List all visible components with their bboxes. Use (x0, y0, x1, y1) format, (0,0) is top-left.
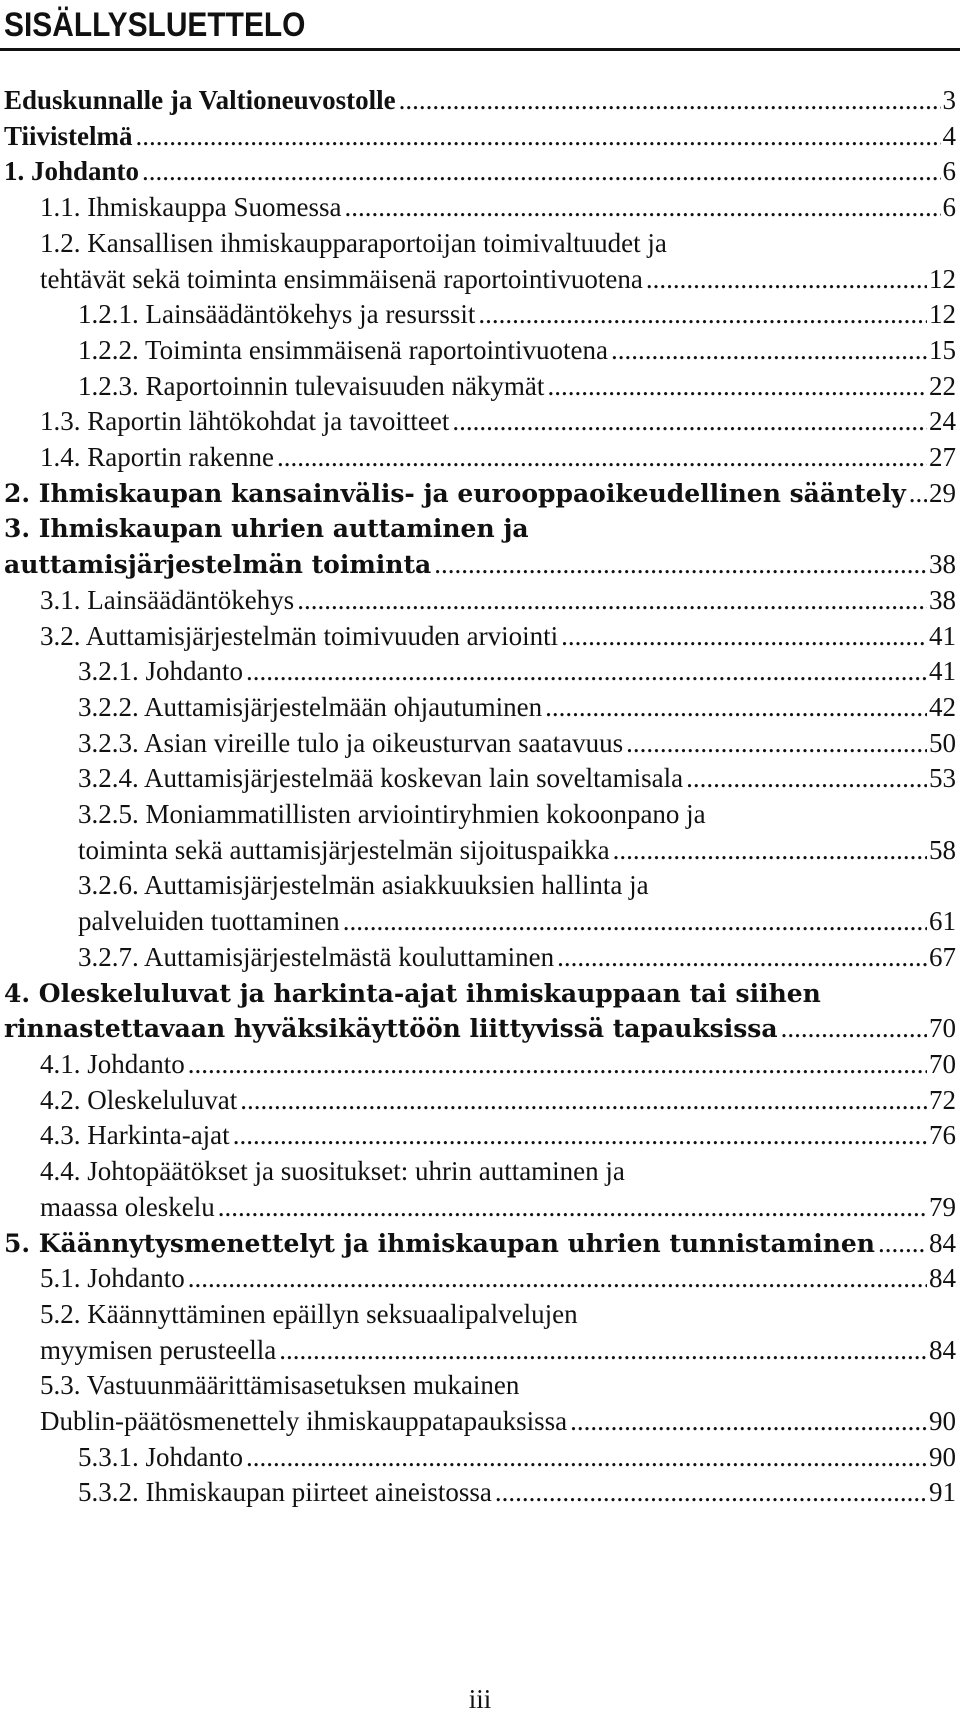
toc-entry-title: 2. Ihmiskaupan kansainvälis- ja eurooppaoikeudellinen sääntely (4, 478, 906, 508)
page-heading: SISÄLLYSLUETTELO (4, 6, 306, 44)
toc-entry-page-number: 42 (929, 691, 956, 722)
dot-leader (570, 1404, 927, 1440)
toc-entry[interactable] (0, 1440, 960, 1476)
toc-entry-page-number: 79 (929, 1191, 956, 1222)
toc-entry-title: 3.2.3. Asian vireille tulo ja oikeusturvan saatavuus (78, 727, 624, 758)
dot-leader (188, 1047, 927, 1083)
toc-entry-page-number: 24 (929, 406, 956, 437)
toc-entry[interactable] (0, 619, 960, 655)
toc-entry-page-number: 22 (929, 370, 956, 401)
dot-leader (188, 1261, 927, 1297)
toc-entry[interactable] (0, 83, 960, 119)
toc-entry-title: maassa oleskelu (40, 1191, 215, 1222)
dot-leader (246, 1440, 927, 1476)
toc-entry-title: 4.2. Oleskeluluvat (40, 1084, 238, 1115)
toc-entry-title: 3.2.7. Auttamisjärjestelmästä kouluttaminen (78, 941, 555, 972)
toc-entry-page-number: 58 (929, 834, 956, 865)
toc-entry[interactable] (0, 440, 960, 476)
toc-entry-page-number: 41 (929, 620, 956, 651)
toc-entry-title-line: 1.2. Kansallisen ihmiskaupparaportoijan toimivaltuudet ja (40, 227, 667, 258)
dot-leader (233, 1118, 927, 1154)
toc-entry-title-line: 3.2.5. Moniammatillisten arviointiryhmien kokoonpano ja (78, 799, 706, 830)
toc-entry[interactable] (0, 190, 960, 226)
toc-entry-title-line: 3. Ihmiskaupan uhrien auttaminen ja (4, 514, 529, 544)
dot-leader (781, 1011, 927, 1047)
dot-leader (452, 404, 927, 440)
toc-entry-page-number: 38 (929, 584, 956, 615)
toc-entry[interactable] (0, 154, 960, 190)
toc-entry[interactable] (0, 404, 960, 440)
toc-entry-title: 1.2.3. Raportoinnin tulevaisuuden näkymät (78, 370, 545, 401)
toc-entry-title: 3.2.2. Auttamisjärjestelmään ohjautuminen (78, 691, 543, 722)
toc-entry-title: 4.3. Harkinta-ajat (40, 1120, 230, 1151)
toc-entry-page-number: 38 (929, 549, 956, 580)
dot-leader (545, 690, 927, 726)
toc-entry-title-line: 3.2.6. Auttamisjärjestelmän asiakkuuksien hallinta ja (78, 870, 649, 901)
toc-entry[interactable] (0, 1118, 960, 1154)
toc-entry-page-number: 41 (929, 656, 956, 687)
toc-entry-title: tehtävät sekä toiminta ensimmäisenä raportointivuotena (40, 263, 643, 294)
toc-entry-page-number: 84 (929, 1334, 956, 1365)
toc-entry[interactable] (0, 1226, 960, 1262)
dot-leader (279, 1333, 927, 1369)
toc-entry-title: toiminta sekä auttamisjärjestelmän sijoituspaikka (78, 834, 610, 865)
toc-entry-title: palveluiden tuottaminen (78, 906, 340, 937)
dot-leader (686, 761, 927, 797)
toc-entry-title: auttamisjärjestelmän toiminta (4, 550, 432, 580)
toc-entry-page-number: 90 (929, 1441, 956, 1472)
toc-entry-page-number: 12 (929, 299, 956, 330)
toc-entry[interactable] (0, 868, 960, 939)
toc-entry-title: 1.2.1. Lainsäädäntökehys ja resurssit (78, 299, 476, 330)
toc-entry-title: 3.2. Auttamisjärjestelmän toimivuuden arviointi (40, 620, 559, 651)
toc-entry-title: 3.2.4. Auttamisjärjestelmää koskevan lain soveltamisala (78, 763, 684, 794)
page-number: iii (468, 1684, 492, 1714)
toc-entry[interactable] (0, 476, 960, 512)
toc-entry-page-number: 90 (929, 1406, 956, 1437)
toc-entry-page-number: 84 (929, 1263, 956, 1294)
dot-leader (646, 262, 927, 298)
toc-entry-title: 1. Johdanto (4, 156, 140, 187)
toc-entry[interactable] (0, 797, 960, 868)
toc-entry-title: Tiivistelmä (4, 120, 133, 151)
toc-entry[interactable] (0, 654, 960, 690)
toc-entry-title-line: 5.2. Käännyttäminen epäillyn seksuaalipalvelujen (40, 1298, 578, 1329)
toc-entry-page-number: 76 (929, 1120, 956, 1151)
toc-entry[interactable] (0, 726, 960, 762)
toc-entry-page-number: 15 (929, 334, 956, 365)
toc-entry[interactable] (0, 940, 960, 976)
dot-leader (878, 1226, 927, 1262)
dot-leader (142, 154, 940, 190)
toc-entry-page-number: 6 (942, 192, 956, 223)
dot-leader (218, 1190, 927, 1226)
toc-entry-page-number: 3 (942, 85, 956, 115)
dot-leader (613, 833, 927, 869)
toc-entry[interactable] (0, 1261, 960, 1297)
toc-entry[interactable] (0, 1297, 960, 1368)
dot-leader (478, 297, 927, 333)
toc-entry[interactable] (0, 1047, 960, 1083)
toc-entry-page-number: 67 (929, 941, 956, 972)
dot-leader (297, 583, 927, 619)
dot-leader (136, 119, 941, 155)
dot-leader (344, 190, 940, 226)
dot-leader (343, 904, 927, 940)
toc-entry-title: 4.1. Johdanto (40, 1048, 185, 1079)
dot-leader (547, 369, 927, 405)
toc-entry-title: 3.2.1. Johdanto (78, 656, 243, 687)
toc-entry-title: 5.3.1. Johdanto (78, 1441, 243, 1472)
toc-entry-title: 5.3.2. Ihmiskaupan piirteet aineistossa (78, 1477, 492, 1508)
dot-leader (495, 1475, 927, 1511)
dot-leader (626, 726, 927, 762)
dot-leader (557, 940, 927, 976)
toc-entry-page-number: 70 (929, 1048, 956, 1079)
toc-entry[interactable] (0, 1154, 960, 1225)
toc-entry-page-number: 12 (929, 263, 956, 294)
toc-entry-title: 1.1. Ihmiskauppa Suomessa (40, 192, 342, 223)
toc-entry-page-number: 70 (929, 1013, 956, 1044)
toc-entry-title: 1.4. Raportin rakenne (40, 442, 274, 473)
heading-rule (0, 48, 960, 51)
dot-leader (240, 1083, 927, 1119)
dot-leader (561, 619, 927, 655)
toc-entry-title-line: 5.3. Vastuunmäärittämisasetuksen mukainen (40, 1370, 520, 1401)
toc-entry[interactable] (0, 761, 960, 797)
toc-entry[interactable] (0, 976, 960, 1047)
toc-entry-title: 1.2.2. Toiminta ensimmäisenä raportointivuotena (78, 334, 609, 365)
toc-entry-title: 1.3. Raportin lähtökohdat ja tavoitteet (40, 406, 450, 437)
toc-entry-page-number: 4 (942, 120, 956, 151)
dot-leader (399, 83, 941, 119)
toc-entry-title-line: 4.4. Johtopäätökset ja suositukset: uhrin auttaminen ja (40, 1156, 625, 1187)
toc-entry-page-number: 27 (929, 442, 956, 473)
toc-entry-page-number: 29 (929, 477, 956, 508)
table-of-contents (0, 83, 960, 1511)
toc-entry-title: myymisen perusteella (40, 1334, 277, 1365)
dot-leader (277, 440, 927, 476)
toc-entry-title: rinnastettavaan hyväksikäyttöön liittyvissä tapauksissa (4, 1014, 778, 1044)
toc-entry-page-number: 91 (929, 1477, 956, 1508)
dot-leader (909, 476, 927, 512)
toc-entry-page-number: 6 (942, 156, 956, 187)
toc-entry[interactable] (0, 511, 960, 582)
toc-entry-page-number: 61 (929, 906, 956, 937)
toc-entry-page-number: 84 (929, 1227, 956, 1258)
toc-entry[interactable] (0, 1475, 960, 1511)
dot-leader (434, 547, 927, 583)
toc-entry-title: 5. Käännytysmenettelyt ja ihmiskaupan uhrien tunnistaminen (4, 1228, 875, 1258)
dot-leader (611, 333, 927, 369)
toc-entry[interactable] (0, 369, 960, 405)
toc-entry-page-number: 50 (929, 727, 956, 758)
toc-entry[interactable] (0, 690, 960, 726)
toc-entry[interactable] (0, 583, 960, 619)
toc-entry-title-line: 4. Oleskeluluvat ja harkinta-ajat ihmiskauppaan tai siihen (4, 978, 821, 1008)
toc-entry-title: 3.1. Lainsäädäntökehys (40, 584, 295, 615)
toc-entry-page-number: 72 (929, 1084, 956, 1115)
toc-entry-title: 5.1. Johdanto (40, 1263, 185, 1294)
toc-entry[interactable] (0, 1368, 960, 1439)
toc-entry-title: Eduskunnalle ja Valtioneuvostolle (4, 85, 396, 115)
toc-entry[interactable] (0, 226, 960, 297)
toc-entry[interactable] (0, 119, 960, 155)
toc-entry-title: Dublin-päätösmenettely ihmiskauppatapauksissa (40, 1406, 568, 1437)
toc-entry[interactable] (0, 333, 960, 369)
toc-entry[interactable] (0, 297, 960, 333)
toc-entry-page-number: 53 (929, 763, 956, 794)
toc-entry[interactable] (0, 1083, 960, 1119)
dot-leader (246, 654, 927, 690)
